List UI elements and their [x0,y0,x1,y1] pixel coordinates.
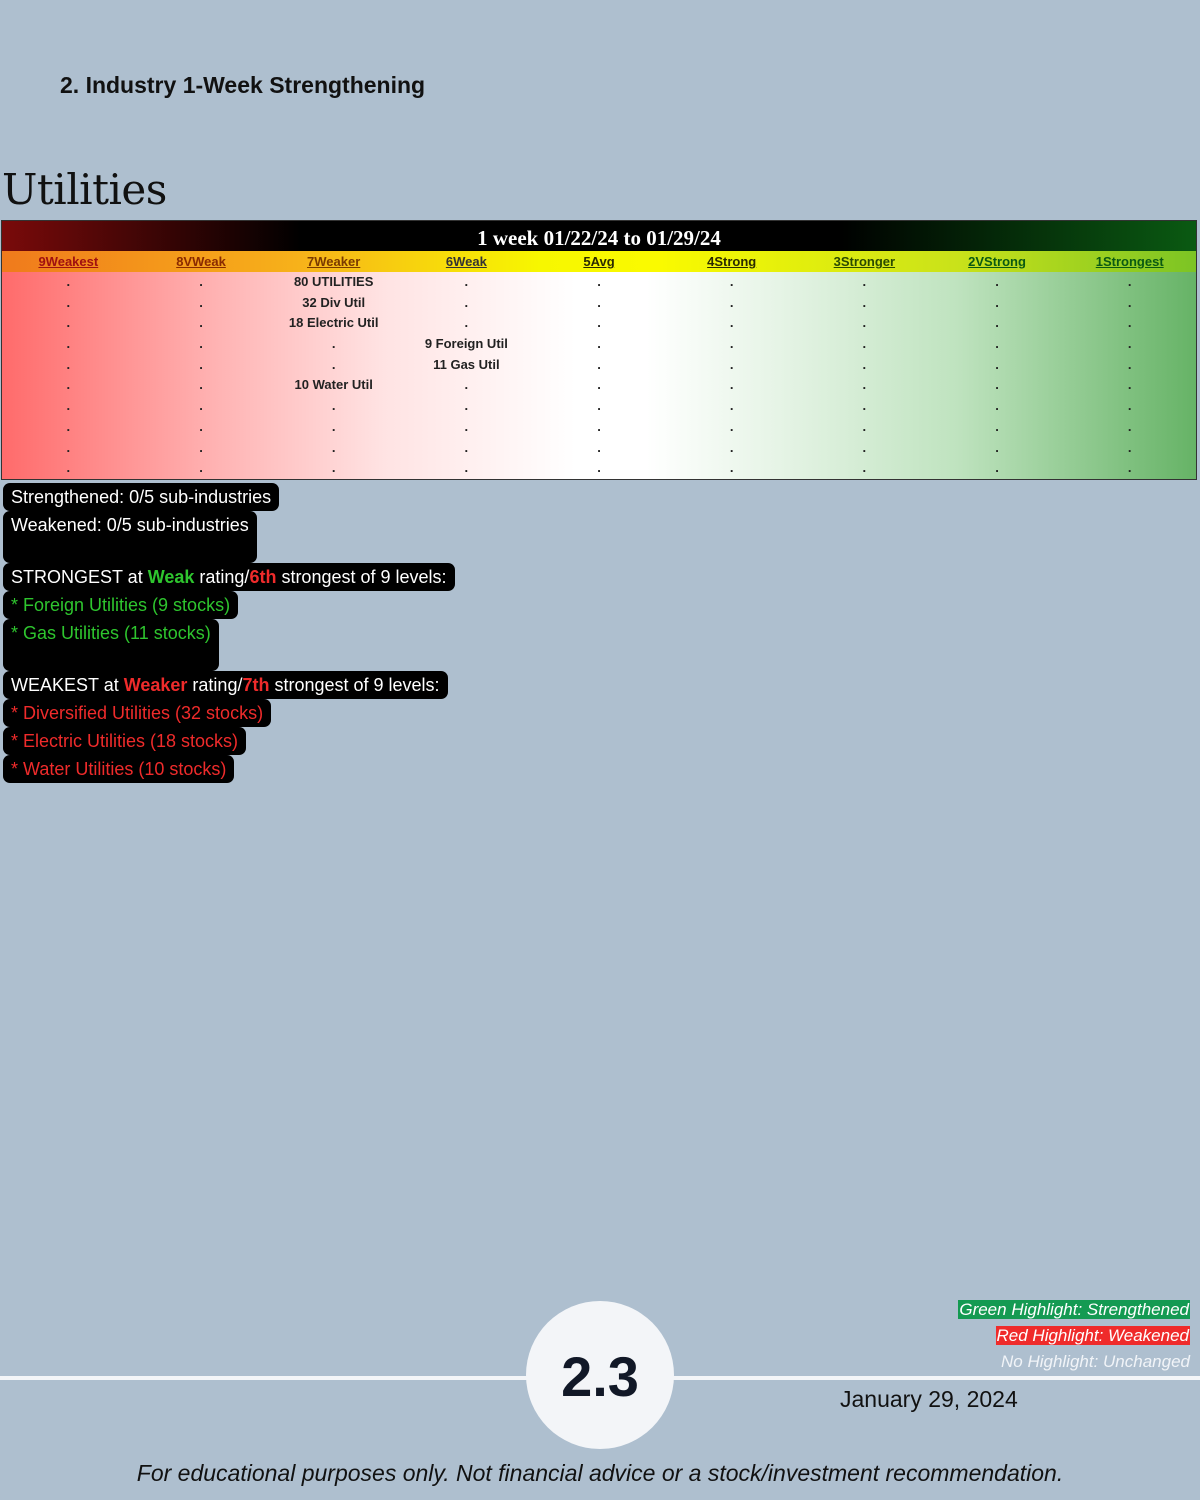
rating-grid [1,220,1197,480]
level-label: 8VWeak [176,254,226,269]
level-label: 5Avg [583,254,615,269]
empty-cell: . [729,336,734,352]
legend-none: No Highlight: Unchanged [1000,1352,1190,1371]
empty-cell: . [1127,439,1132,455]
empty-cell: . [995,460,999,476]
empty-cell: . [199,398,203,414]
strongest-heading [3,563,455,591]
level-column [931,272,1064,479]
empty-cell: . [995,315,999,331]
empty-cell: . [729,418,734,434]
empty-cell: . [464,460,469,476]
empty-cell: . [464,315,469,331]
empty-cell: . [1127,356,1132,372]
empty-cell: . [66,418,71,434]
empty-cell: . [464,418,469,434]
empty-cell: . [729,398,734,414]
empty-cell: . [199,274,203,289]
empty-cell: . [1127,418,1132,434]
empty-cell: . [862,398,867,414]
level-column [400,272,533,479]
empty-cell: . [66,315,71,331]
grid-body [2,272,1196,479]
weakest-prefix: WEAKEST at [11,675,124,695]
empty-cell: . [199,336,203,352]
empty-cell: . [729,274,734,289]
empty-cell: . [66,439,71,455]
empty-cell: . [862,294,867,310]
empty-cell: . [995,336,999,352]
level-label: 6Weak [445,254,487,269]
empty-cell: . [331,460,336,476]
empty-cell: . [729,439,734,455]
empty-cell: . [597,294,601,310]
empty-cell: . [331,439,336,455]
empty-cell: . [331,336,336,352]
empty-cell: . [1127,460,1132,476]
empty-cell: . [199,315,203,331]
empty-cell: . [597,460,601,476]
level-column [267,272,400,479]
empty-cell: . [597,439,601,455]
empty-cell: . [66,356,71,372]
strongest-item-text: * Gas Utilities (11 stocks) [11,623,211,643]
empty-cell: . [995,439,999,455]
empty-cell: . [199,377,203,393]
weakened-count [3,511,257,563]
empty-cell: . [66,460,71,476]
level-label: 3Stronger [833,254,896,269]
empty-cell: . [199,418,203,434]
empty-cell: . [862,315,867,331]
highlight-legend [958,1297,1190,1375]
empty-cell: . [66,398,71,414]
level-label: 9Weakest [38,254,99,269]
strongest-rank: 6th [249,567,277,587]
level-label: 4Strong [707,254,757,269]
empty-cell: . [995,294,999,310]
empty-cell: . [464,398,469,414]
empty-cell: . [862,377,867,393]
empty-cell: . [862,336,867,352]
empty-cell: . [1127,398,1132,414]
weakest-item: * Water Utilities (10 stocks) [3,755,234,783]
empty-cell: . [199,439,203,455]
weakest-item: * Electric Utilities (18 stocks) [3,727,246,755]
empty-cell: . [1127,315,1132,331]
empty-cell: . [995,398,999,414]
empty-cell: . [464,377,469,393]
sub-industry-cell: 10 Water Util [294,377,373,393]
empty-cell: . [1127,336,1132,352]
empty-cell: . [331,418,336,434]
empty-cell: . [1127,377,1132,393]
summary-panel [3,483,455,783]
section-title: 2. Industry 1-Week Strengthening [60,72,426,98]
empty-cell: . [995,377,999,393]
empty-cell: . [995,418,999,434]
empty-cell: . [729,315,734,331]
empty-cell: . [995,274,999,289]
weakest-heading [3,671,448,699]
empty-cell: . [464,294,469,310]
report-date: January 29, 2024 [840,1386,1018,1412]
grid-header: 1 week 01/22/24 to 01/29/24 [2,221,1196,251]
weakest-mid: rating/ [187,675,243,695]
legend-green: Green Highlight: Strengthened [959,1300,1189,1319]
level-column [2,272,135,479]
empty-cell: . [199,294,203,310]
empty-cell: . [199,356,203,372]
legend-red: Red Highlight: Weakened [996,1326,1189,1345]
empty-cell: . [862,439,867,455]
empty-cell: . [597,336,601,352]
empty-cell: . [729,460,734,476]
empty-cell: . [862,460,867,476]
strongest-item: * Foreign Utilities (9 stocks) [3,591,238,619]
level-column [665,272,798,479]
empty-cell: . [862,418,867,434]
empty-cell: . [331,356,336,372]
empty-cell: . [331,398,336,414]
level-column [135,272,268,479]
empty-cell: . [995,356,999,372]
weakest-rank: 7th [242,675,270,695]
industry-title: Utilities [2,165,167,214]
empty-cell: . [597,274,601,289]
empty-cell: . [66,377,71,393]
empty-cell: . [597,418,601,434]
level-label: 7Weaker [307,254,361,269]
level-column [798,272,931,479]
disclaimer: For educational purposes only. Not financial advice or a stock/investment recommendation. [136,1460,1064,1486]
sub-industry-cell: 80 UTILITIES [293,274,374,289]
strongest-prefix: STRONGEST at [11,567,148,587]
empty-cell: . [597,356,601,372]
sub-industry-cell: 18 Electric Util [288,315,379,331]
level-label: 2VStrong [968,254,1026,269]
strongest-suffix: strongest of 9 levels: [276,567,447,587]
weakest-item: * Diversified Utilities (32 stocks) [3,699,271,727]
strongest-rating: Weak [147,567,195,587]
empty-cell: . [729,377,734,393]
sub-industry-cell: 11 Gas Util [433,356,500,372]
weakened-count-text: Weakened: 0/5 sub-industries [11,515,249,535]
empty-cell: . [464,274,469,289]
level-column [533,272,666,479]
strongest-item [3,619,219,671]
empty-cell: . [729,356,734,372]
empty-cell: . [862,274,867,289]
weakest-suffix: strongest of 9 levels: [269,675,440,695]
level-label: 1Strongest [1095,254,1164,269]
empty-cell: . [862,356,867,372]
empty-cell: . [464,439,469,455]
strengthened-count: Strengthened: 0/5 sub-industries [3,483,279,511]
empty-cell: . [66,274,71,289]
empty-cell: . [66,336,71,352]
level-header-row [2,251,1196,272]
level-column [1063,272,1196,479]
empty-cell: . [597,377,601,393]
empty-cell: . [597,315,601,331]
empty-cell: . [729,294,734,310]
empty-cell: . [597,398,601,414]
page-number: 2.3 [526,1301,674,1449]
sub-industry-cell: 9 Foreign Util [424,336,508,352]
empty-cell: . [1127,274,1132,289]
sub-industry-cell: 32 Div Util [302,294,366,310]
weakest-rating: Weaker [123,675,188,695]
empty-cell: . [199,460,203,476]
strongest-mid: rating/ [194,567,250,587]
empty-cell: . [66,294,71,310]
empty-cell: . [1127,294,1132,310]
